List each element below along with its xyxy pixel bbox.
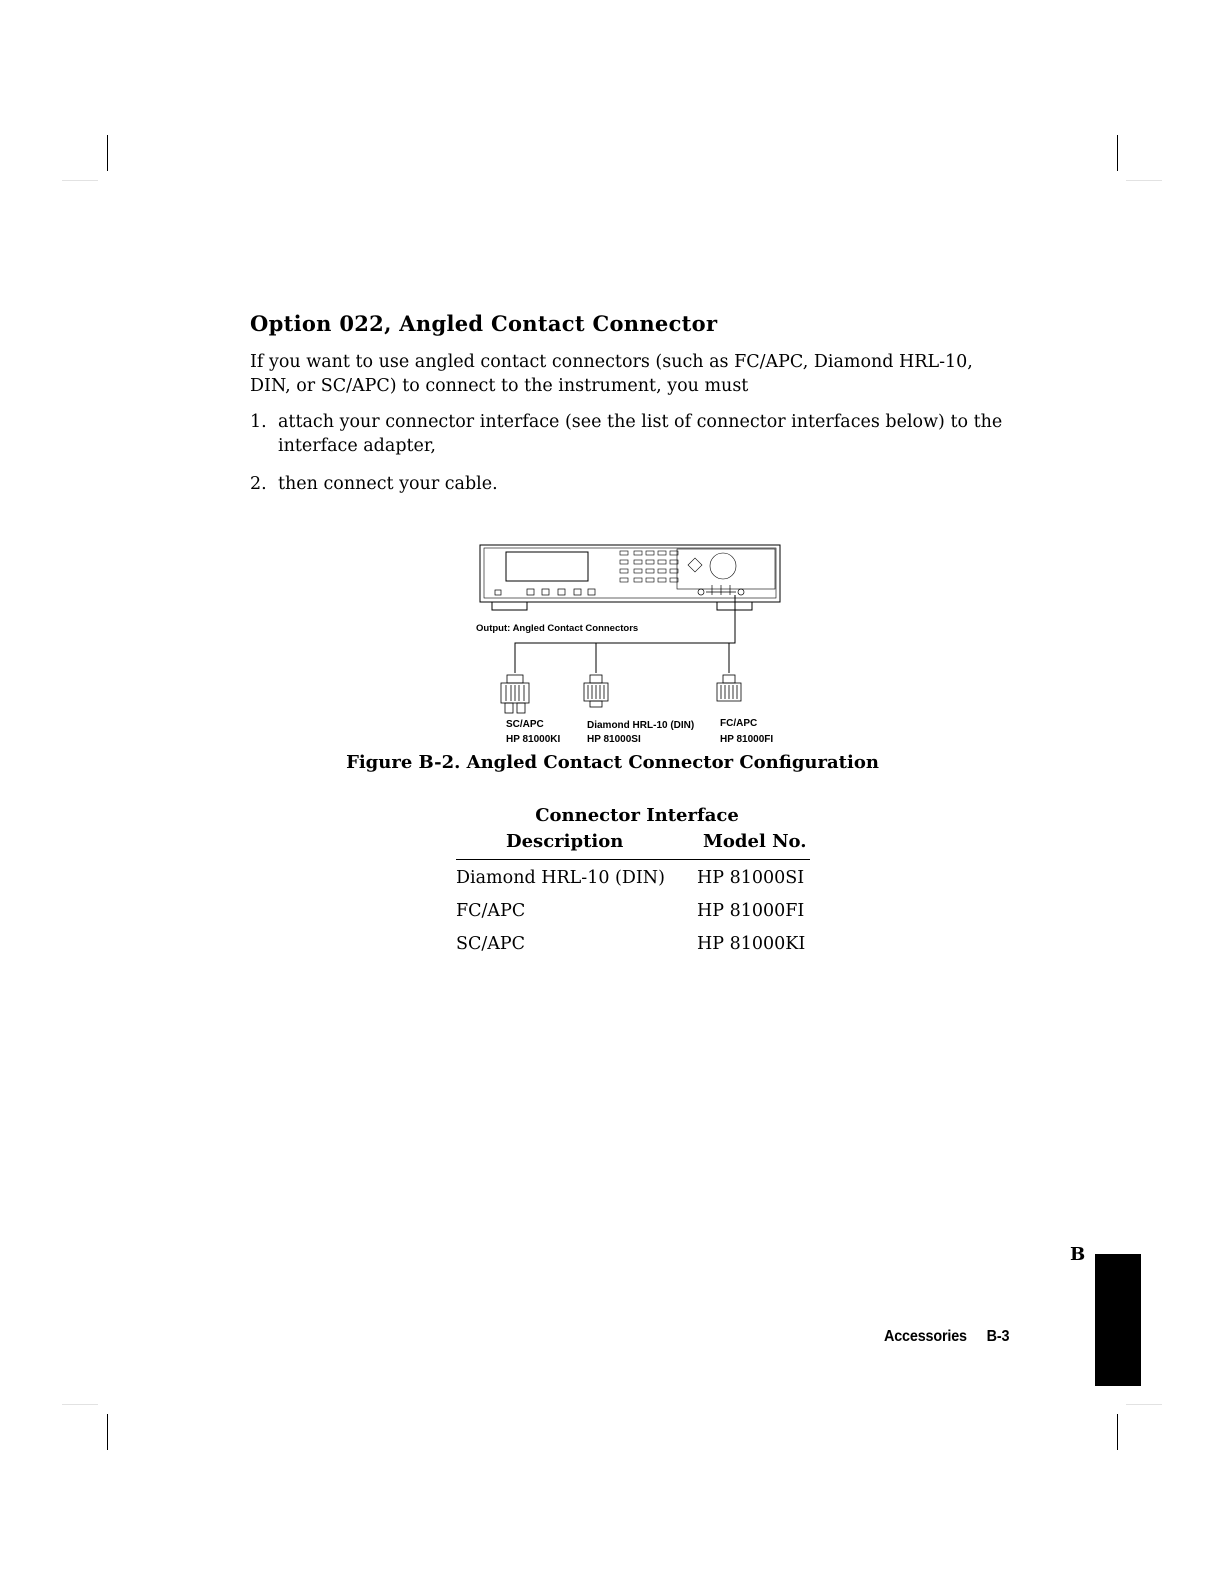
cell-description: SC/APC xyxy=(456,934,526,954)
connector-name: SC/APC xyxy=(506,719,544,730)
step-text: attach your connector interface (see the list of connector interfaces below) to the interface adapter, xyxy=(278,412,1003,456)
connector-configuration-figure xyxy=(470,535,800,755)
fc-apc-connector-icon xyxy=(717,675,741,701)
crop-mark xyxy=(107,135,108,171)
connector-name: Diamond HRL-10 (DIN) xyxy=(587,720,695,731)
footer-section: Accessories xyxy=(884,1328,967,1345)
column-header-model: Model No. xyxy=(703,831,807,852)
section-heading: Option 022, Angled Contact Connector xyxy=(250,311,718,336)
table-title: Connector Interface xyxy=(535,805,739,826)
output-label: Output: Angled Contact Connectors xyxy=(476,623,639,634)
table-header xyxy=(456,829,810,860)
column-header-description: Description xyxy=(506,831,624,852)
cell-model: HP 81000KI xyxy=(697,934,806,954)
chapter-tab xyxy=(1095,1254,1141,1386)
connector-model: HP 81000KI xyxy=(506,734,561,745)
sc-apc-connector-icon xyxy=(501,675,529,713)
cell-description: FC/APC xyxy=(456,901,526,921)
page-number: B-3 xyxy=(986,1328,1010,1345)
table-row xyxy=(456,926,810,959)
list-item xyxy=(250,410,1020,460)
list-item xyxy=(250,472,1020,498)
crop-mark xyxy=(1117,1414,1118,1450)
crop-mark xyxy=(1126,1404,1162,1405)
intro-paragraph: If you want to use angled contact connectors (such as FC/APC, Diamond HRL-10, DIN, or SC/APC) to connect to the instrument, you must xyxy=(250,352,973,396)
crop-mark xyxy=(62,180,98,181)
crop-mark xyxy=(1126,180,1162,181)
crop-mark xyxy=(62,1404,98,1405)
chapter-tab-letter: B xyxy=(1070,1244,1086,1265)
connector-interface-table xyxy=(456,803,810,959)
diamond-hrl10-connector-icon xyxy=(584,675,608,707)
step-text: then connect your cable. xyxy=(278,474,498,494)
connector-model: HP 81000SI xyxy=(587,734,641,745)
instrument-display-icon xyxy=(506,552,588,581)
cell-model: HP 81000FI xyxy=(697,901,805,921)
connector-model: HP 81000FI xyxy=(720,734,774,745)
instrument-diagram xyxy=(470,535,800,755)
knob-icon xyxy=(710,553,736,579)
crop-mark xyxy=(1117,135,1118,171)
step-number: 2. xyxy=(250,474,267,494)
cell-description: Diamond HRL-10 (DIN) xyxy=(456,868,665,888)
page-footer xyxy=(884,1328,1009,1346)
table-row xyxy=(456,860,810,893)
crop-mark xyxy=(107,1414,108,1450)
figure-caption: Figure B-2. Angled Contact Connector Configuration xyxy=(346,752,879,773)
step-number: 1. xyxy=(250,412,267,432)
connector-name: FC/APC xyxy=(720,718,758,729)
table-row xyxy=(456,893,810,926)
instrument-outline xyxy=(480,545,780,602)
cell-model: HP 81000SI xyxy=(697,868,805,888)
